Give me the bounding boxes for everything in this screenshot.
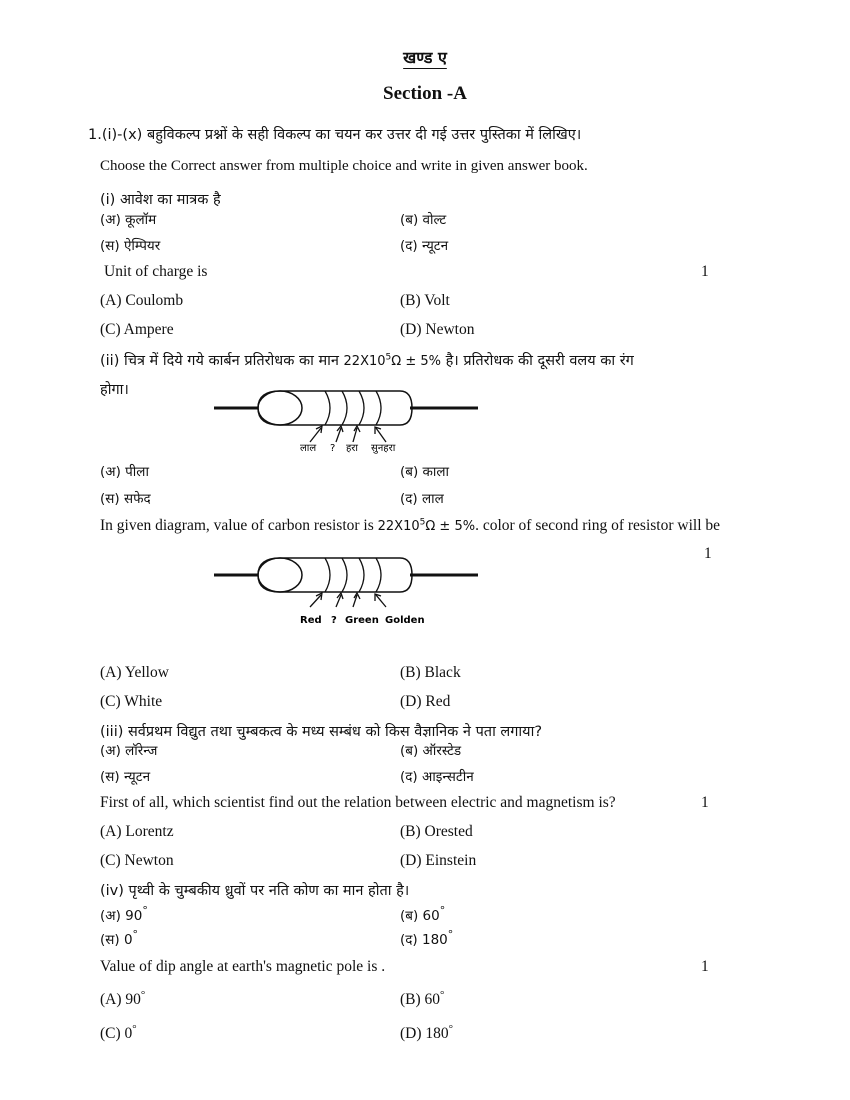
q4-stem-english: Value of dip angle at earth's magnetic pole is .: [100, 958, 386, 975]
diagram-label-english-red: Red: [300, 615, 322, 626]
q4-option-hindi-b: (ब) 60°: [400, 904, 446, 924]
q2-option-english-b: (B) Black: [400, 664, 461, 681]
q3-stem-hindi: (iii) सर्वप्रथम विद्युत तथा चुम्बकत्व के मध्य सम्बंध को किस वैज्ञानिक ने पता लगाया?: [100, 724, 543, 740]
q4-option-english-c: (C) 0°: [100, 1023, 137, 1042]
q3-marks: 1: [701, 794, 709, 811]
q1-option-english-c: (C) Ampere: [100, 321, 174, 338]
q4-stem-hindi: (iv) पृथ्वी के चुम्बकीय ध्रुवों पर नति कोण का मान होता है।: [100, 883, 410, 899]
q3-option-english-b: (B) Orested: [400, 823, 473, 840]
q1-option-english-b: (B) Volt: [400, 292, 450, 309]
q1-option-hindi-d: (द) न्यूटन: [400, 238, 449, 254]
q2-option-english-d: (D) Red: [400, 693, 451, 710]
q2-marks: 1: [704, 545, 712, 562]
instruction-english: Choose the Correct answer from multiple choice and write in given answer book.: [100, 158, 588, 174]
resistor-diagram-english: [210, 555, 490, 630]
diagram-label-english-unknown: ?: [331, 615, 337, 626]
q4-option-hindi-c: (स) 0°: [100, 928, 139, 948]
q3-option-english-d: (D) Einstein: [400, 852, 477, 869]
q2-option-english-c: (C) White: [100, 693, 163, 710]
q1-option-english-d: (D) Newton: [400, 321, 475, 338]
q1-option-hindi-c: (स) ऐम्पियर: [100, 238, 161, 254]
q4-option-english-d: (D) 180°: [400, 1023, 454, 1042]
q2-option-hindi-b: (ब) काला: [400, 464, 450, 480]
q1-marks: 1: [701, 263, 709, 280]
q4-option-english-a: (A) 90°: [100, 989, 146, 1008]
q3-stem-english: First of all, which scientist find out the relation between electric and magnetism is?: [100, 794, 616, 811]
q4-marks: 1: [701, 958, 709, 975]
diagram-label-hindi-green: हरा: [346, 443, 358, 454]
q2-option-english-a: (A) Yellow: [100, 664, 169, 681]
q4-option-hindi-a: (अ) 90°: [100, 904, 148, 924]
q1-stem-english: Unit of charge is: [104, 263, 208, 280]
q4-option-hindi-d: (द) 180°: [400, 928, 454, 948]
q1-stem-hindi: (i) आवेश का मात्रक है: [100, 192, 221, 208]
q2-option-hindi-d: (द) लाल: [400, 491, 444, 507]
instruction-hindi: 1.(i)-(x) बहुविकल्प प्रश्नों के सही विकल्प का चयन कर उत्तर दी गई उत्तर पुस्तिका में लिखिए।: [88, 127, 582, 143]
q3-option-hindi-d: (द) आइन्सटीन: [400, 769, 474, 785]
resistor-diagram-hindi: [210, 388, 490, 458]
q3-option-english-a: (A) Lorentz: [100, 823, 174, 840]
q2-option-hindi-c: (स) सफेद: [100, 491, 151, 507]
diagram-label-english-green: Green: [345, 615, 379, 626]
q1-option-english-a: (A) Coulomb: [100, 292, 184, 309]
q1-option-hindi-a: (अ) कूलॉम: [100, 212, 157, 228]
diagram-label-hindi-red: लाल: [300, 443, 317, 454]
q4-option-english-b: (B) 60°: [400, 989, 445, 1008]
q3-option-hindi-c: (स) न्यूटन: [100, 769, 151, 785]
diagram-label-hindi-unknown: ?: [330, 443, 336, 454]
diagram-label-english-golden: Golden: [385, 615, 425, 626]
section-title-english: Section -A: [383, 83, 467, 104]
q3-option-hindi-a: (अ) लॉरेन्ज: [100, 743, 158, 759]
section-title-hindi: खण्ड ए: [403, 48, 447, 67]
q2-stem-hindi: (ii) चित्र में दिये गये कार्बन प्रतिरोधक का मान $22X10^5\Omega \pm 5\%$ है। प्रतिरोधक की दूसरी वलय का रंग: [100, 352, 634, 369]
q3-option-hindi-b: (ब) ऑरस्टेड: [400, 743, 462, 759]
q2-stem-hindi-line2: होगा।: [100, 382, 129, 398]
q1-option-hindi-b: (ब) वोल्ट: [400, 212, 447, 228]
diagram-label-hindi-golden: सुनहरा: [371, 443, 396, 454]
q3-option-english-c: (C) Newton: [100, 852, 174, 869]
q2-option-hindi-a: (अ) पीला: [100, 464, 149, 480]
q2-stem-english: In given diagram, value of carbon resistor is $22X10^5\Omega \pm 5\%$. color of second ring of resistor will be: [100, 517, 721, 534]
